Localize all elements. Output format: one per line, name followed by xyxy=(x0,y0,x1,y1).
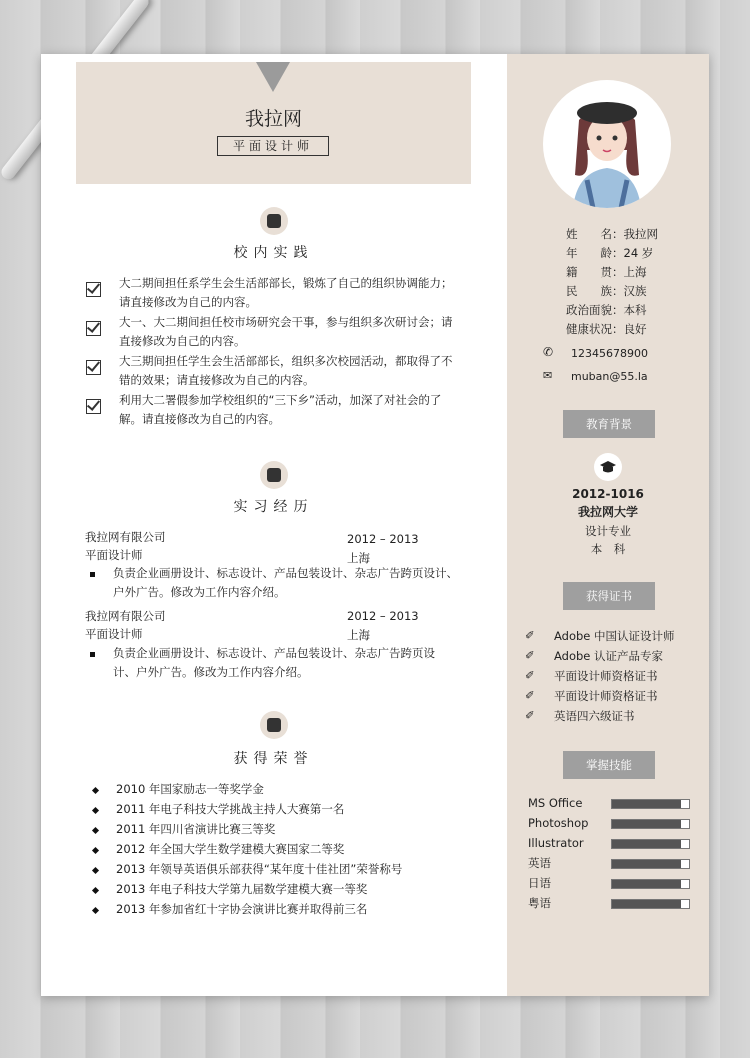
graduation-cap-icon xyxy=(594,453,622,481)
profile-row: 年 龄：24 岁 xyxy=(566,246,654,260)
campus-item: 大一、大二期间担任校市场研究会干事，参与组织多次研讨会；请 直接修改为自己的内容。 xyxy=(119,315,453,348)
bullet xyxy=(90,572,95,577)
bullet xyxy=(92,787,99,794)
job-description: 负责企业画册设计、标志设计、产品包装设计、杂志广告跨页设计、 户外广告。修改为工作内容介绍。 xyxy=(113,566,458,599)
certificate-tag: 获得证书 xyxy=(563,582,655,610)
profile-row: 民 族：汉族 xyxy=(566,284,647,298)
job-position: 平面设计师 xyxy=(85,627,143,641)
email-address: muban@55.la xyxy=(571,370,648,383)
certificate-item: Adobe 认证产品专家 xyxy=(554,649,664,663)
education-period: 2012-1016 xyxy=(572,487,644,501)
certificate-icon: ✐ xyxy=(525,668,535,682)
honor-item: 2013 年参加省红十字协会演讲比赛并取得前三名 xyxy=(116,902,368,916)
skill-name: 英语 xyxy=(528,856,551,870)
skill-name: Photoshop xyxy=(528,816,589,830)
skill-name: Illustrator xyxy=(528,836,584,850)
job-city: 上海 xyxy=(347,628,370,642)
bullet xyxy=(92,867,99,874)
honor-item: 2013 年领导英语俱乐部获得“某年度十佳社团”荣誉称号 xyxy=(116,862,403,876)
school-name: 我拉网大学 xyxy=(577,505,638,519)
checkbox-icon xyxy=(86,360,101,375)
resume-page xyxy=(41,54,709,996)
bullet xyxy=(92,847,99,854)
campus-icon xyxy=(260,207,288,235)
briefcase-icon xyxy=(260,461,288,489)
skill-bar xyxy=(611,859,690,869)
job-city: 上海 xyxy=(347,551,370,565)
skill-bar xyxy=(611,819,690,829)
skills-tag: 掌握技能 xyxy=(563,751,655,779)
major: 设计专业 xyxy=(585,524,631,538)
honor-item: 2011 年四川省演讲比赛三等奖 xyxy=(116,822,276,836)
job-description: 负责企业画册设计、标志设计、产品包装设计、杂志广告跨页设 计、户外广告。修改为工作内容介绍。 xyxy=(113,646,435,679)
job-title: 平面设计师 xyxy=(217,136,329,156)
honor-item: 2013 年电子科技大学第九届数学建模大赛一等奖 xyxy=(116,882,368,896)
certificate-icon: ✐ xyxy=(525,648,535,662)
mail-icon: ✉ xyxy=(543,369,553,382)
skill-bar xyxy=(611,899,690,909)
medal-icon xyxy=(260,711,288,739)
profile-row: 政治面貌：本科 xyxy=(566,303,647,317)
campus-item: 利用大二署假参加学校组织的“三下乡”活动，加深了对社会的了 解。请直接修改为自己的内容。 xyxy=(119,393,442,426)
skill-name: 粤语 xyxy=(528,896,551,910)
header-notch xyxy=(256,62,290,92)
phone-number: 12345678900 xyxy=(571,347,648,360)
certificate-item: 平面设计师资格证书 xyxy=(554,669,658,683)
honor-item: 2011 年电子科技大学挑战主持人大赛第一名 xyxy=(116,802,345,816)
job-years: 2012 – 2013 xyxy=(347,532,419,546)
checkbox-icon xyxy=(86,282,101,297)
campus-item: 大二期间担任系学生会生活部部长，锻炼了自己的组织协调能力； 请直接修改为自己的内容。 xyxy=(119,276,453,309)
certificate-item: 平面设计师资格证书 xyxy=(554,689,658,703)
skill-name: MS Office xyxy=(528,796,583,810)
skill-bar xyxy=(611,839,690,849)
bullet xyxy=(92,907,99,914)
campus-item: 大三期间担任学生会生活部部长，组织多次校园活动，都取得了不 错的效果；请直接修改为自己的内容。 xyxy=(119,354,453,387)
job-company: 我拉网有限公司 xyxy=(85,609,166,623)
skill-bar xyxy=(611,879,690,889)
honor-item: 2012 年全国大学生数学建模大赛国家二等奖 xyxy=(116,842,345,856)
bullet xyxy=(90,652,95,657)
certificate-item: 英语四六级证书 xyxy=(554,709,635,723)
education-tag: 教育背景 xyxy=(563,410,655,438)
job-years: 2012 – 2013 xyxy=(347,609,419,623)
name-header xyxy=(76,62,471,184)
bullet xyxy=(92,887,99,894)
skill-name: 日语 xyxy=(528,876,551,890)
profile-row: 姓 名：我拉网 xyxy=(566,227,658,241)
section-title-internship: 实习经历 xyxy=(233,499,314,515)
job-position: 平面设计师 xyxy=(85,548,143,562)
certificate-item: Adobe 中国认证设计师 xyxy=(554,629,675,643)
checkbox-icon xyxy=(86,321,101,336)
certificate-icon: ✐ xyxy=(525,708,535,722)
certificate-icon: ✐ xyxy=(525,688,535,702)
degree: 本 科 xyxy=(590,542,626,556)
certificate-icon: ✐ xyxy=(525,628,535,642)
avatar xyxy=(543,80,671,208)
person-name: 我拉网 xyxy=(244,108,302,130)
profile-row: 籍 贯：上海 xyxy=(566,265,647,279)
honor-item: 2010 年国家励志一等奖学金 xyxy=(116,782,264,796)
bullet xyxy=(92,827,99,834)
profile-row: 健康状况：良好 xyxy=(566,322,647,336)
section-title-campus: 校内实践 xyxy=(233,245,314,261)
checkbox-icon xyxy=(86,399,101,414)
section-title-honors: 获得荣誉 xyxy=(233,751,314,767)
bullet xyxy=(92,807,99,814)
phone-icon: ✆ xyxy=(543,345,554,359)
skill-bar xyxy=(611,799,690,809)
job-company: 我拉网有限公司 xyxy=(85,530,166,544)
